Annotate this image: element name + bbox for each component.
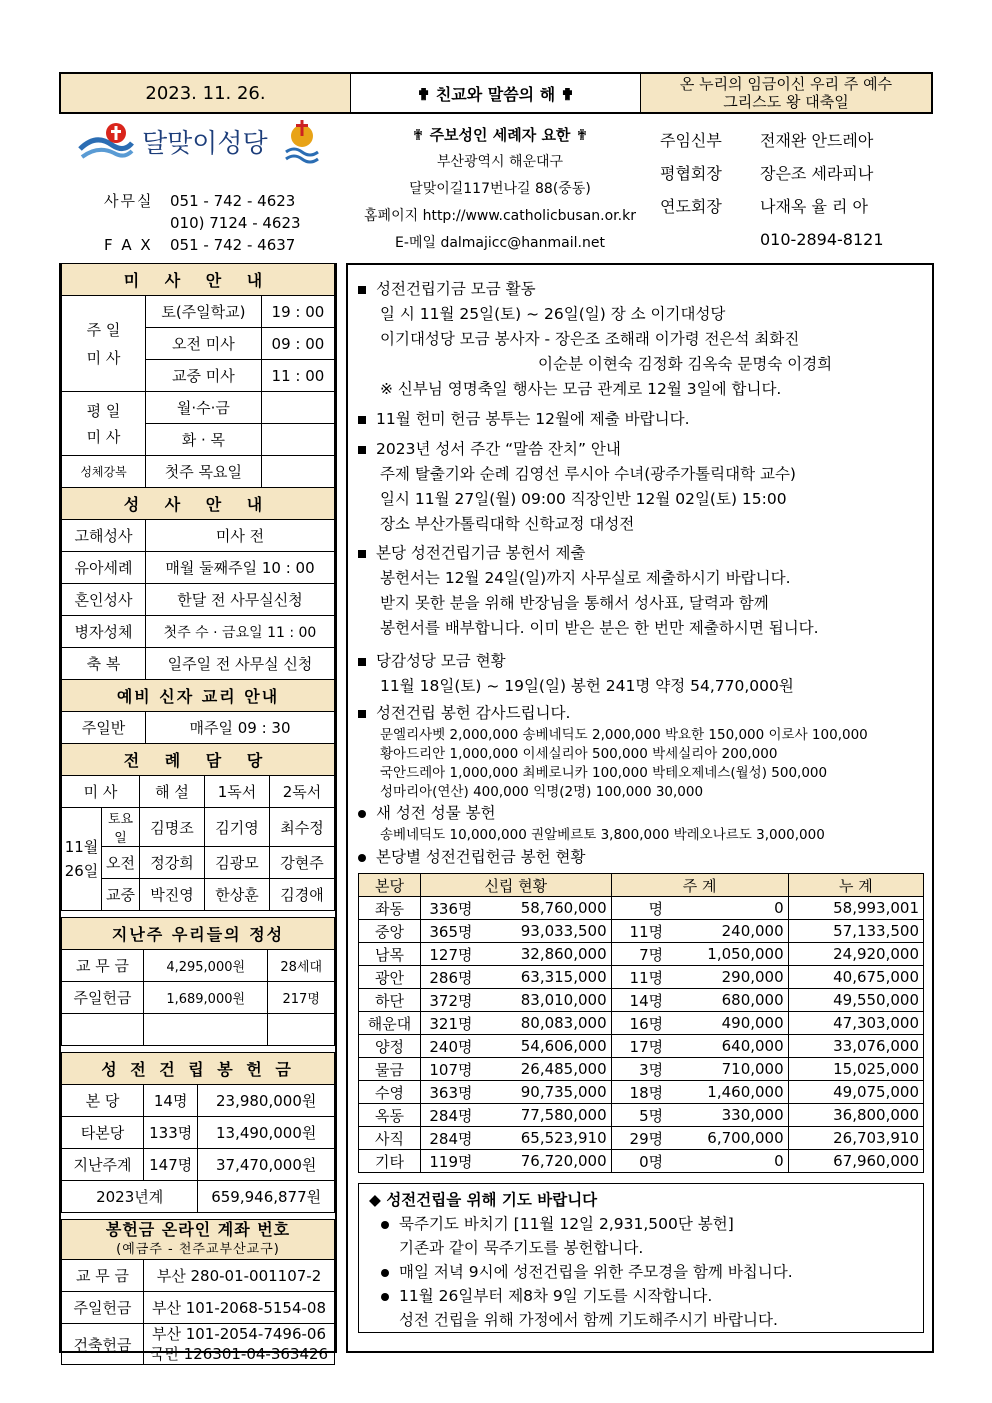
notice-envelope: 11월 헌미 헌금 봉투는 12월에 제출 바랍니다. [358, 407, 690, 432]
notice-parish-status: 본당별 성전건립헌금 봉헌 현황 [358, 845, 585, 870]
table-row: 광안 286명 63,315,000 11명 290,000 40,675,000 [359, 966, 924, 989]
account-table: 봉헌금 온라인 계좌 번호 (예금주 - 천주교부산교구) 교 무 금 부산 280-01-001107-2 주일헌금 부산 101-2068-5154-08 건축헌금 부산 101-2054-7496-06 국민 126301-04-363426 [61, 1219, 335, 1365]
offering-table: 지난주 우리들의 정성 교 무 금 4,295,000원 28세대 주일헌금 1,689,000원 217명 [61, 917, 335, 1046]
prayer-box: ◆ 성전건립을 위해 기도 바랍니다 묵주기도 바치기 [11월 12일 2,931,500단 봉헌] 기존과 같이 묵주기도를 봉헌합니다. 매일 저녁 9시에 성전건립을 위한 주모경을 함께 바칩니다. 11월 26일부터 제8차 9일 기도를 시작합니다. 성전 건립을 위해 가정에서 함께 기도해주시기 바랍니다. [358, 1183, 924, 1333]
parish-offering-table: 본당 신립 현황 주 계 누 계 좌동 336명 58,760,000 명 0 58,993,001 중앙 365명 93,033,500 11명 240,000 57,133,500 남목 127명 32,860,000 7명 1,050,000 24,920,000 광안 286명 63,315,000 11명 290,000 40,675,000 하단 372명 83,010,000 14명 680,000 49,550,000 해운대 321명 80,083,000 16명 490,000 47,303,000 양정 240명 54,606,000 17명 640,000 33,076,000 물금 107명 26,485,000 3명 710,000 15,025,000 수영 363명 90,735,000 18명 1,460,000 49,075,000 옥동 284명 77,580,000 5명 330,000 36,800,000 사직 284명 65,523,910 29명 6,700,000 26,703,910 기타 119명 76,720,000 0명 0 67,960,000 [358, 873, 924, 1173]
notice-bible-week: 2023년 성서 주간 “말씀 잔치” 안내 주제 탈출기와 순례 김영선 루시아 수녀(광주가톨릭대학 교수) 일시 11월 27일(월) 09:00 직장인반 12월 02일(토) 15:00 장소 부산가톨릭대학 신학교정 대성전 [358, 437, 796, 537]
year-theme: ✟ 친교와 말씀의 해 ✟ [351, 74, 641, 112]
table-row: 수영 363명 90,735,000 18명 1,460,000 49,075,000 [359, 1081, 924, 1104]
contact-info: 사무실 051 - 742 - 4623 010) 7124 - 4623 F A X 051 - 742 - 4637 [104, 192, 301, 254]
parish-name: 달맞이성당 [142, 128, 268, 159]
notice-pledge-form: 본당 성전건립기금 봉헌서 제출 봉헌서는 12월 24일(일)까지 사무실로 제출하시기 바랍니다. 받지 못한 분을 위해 반장님을 통해서 성사표, 달력과 함께 봉헌서를 배부합니다. 이미 받은 분은 한 번만 제출하시면 됩니다. [358, 541, 819, 641]
patron-info: ✟ 주보성인 세례자 요한 ✟ 부산광역시 해운대구 달맞이길117번나길 88(중동) 홈페이지 http://www.catholicbusan.or.kr E-메일 dalmajicc@hanmail.net [364, 126, 636, 251]
notice-column [346, 263, 934, 1353]
table-row: 해운대 321명 80,083,000 16명 490,000 47,303,000 [359, 1012, 924, 1035]
table-row: 사직 284명 65,523,910 29명 6,700,000 26,703,910 [359, 1127, 924, 1150]
table-row: 좌동 336명 58,760,000 명 0 58,993,001 [359, 897, 924, 920]
wave-logo-icon [78, 119, 134, 163]
table-row: 중앙 365명 93,033,500 11명 240,000 57,133,500 [359, 920, 924, 943]
liturgy-table: 전 례 담 당 미 사 해 설 1독서 2독서 11월 26일 토요일 김명조 김기영 최수정 오전 정강희 김광모 강현주 교중 박진영 한상훈 김경애 [61, 743, 335, 911]
header-bar [59, 72, 933, 114]
table-row: 남목 127명 32,860,000 7명 1,050,000 24,920,000 [359, 943, 924, 966]
table-row: 양정 240명 54,606,000 17명 640,000 33,076,000 [359, 1035, 924, 1058]
building-fund-table: 성 전 건 립 봉 헌 금 본 당 14명 23,980,000원 타본당 133명 13,490,000원 지난주계 147명 37,470,000원 2023년계 659,946,877원 [61, 1052, 335, 1213]
mass-table: 미 사 안 내 주 일 미 사 토(주일학교) 19 : 00 오전 미사 09 : 00 교중 미사 11 : 00 평 일 미 사 월·수·금 화 · 목 성체강복 첫주 목요일 성 사 안 내 고해성사 미사 전 유아세례 매월 둘째주일 10 : 00 혼인성사 한달 전 사무실신청 병자성체 첫주 수 · 금요일 11 : 00 축 복 일주일 전 사무실 신청 예비 신자 교리 안내 주일반 매주일 09 : 30 [61, 263, 335, 744]
notice-fundraising: 성전건립기금 모금 활동 일 시 11월 25일(토) ~ 26일(일) 장 소 이기대성당 이기대성당 모금 봉사자 - 장은조 조해래 이가령 전은석 최화진 이순분 이현숙 김정화 김옥숙 문명숙 이경희 ※ 신부님 영명축일 행사는 모금 관계로 12월 3일에 합니다. [358, 277, 832, 402]
table-row: 물금 107명 26,485,000 3명 710,000 15,025,000 [359, 1058, 924, 1081]
parish-logo [78, 118, 322, 164]
table-row: 하단 372명 83,010,000 14명 680,000 49,550,000 [359, 989, 924, 1012]
table-row: 기타 119명 76,720,000 0명 0 67,960,000 [359, 1150, 924, 1173]
table-row: 옥동 284명 77,580,000 5명 330,000 36,800,000 [359, 1104, 924, 1127]
staff-list: 주임신부 전재완 안드레아 평협회장 장은조 세라피나 연도회장 나재옥 율 리 아 010-2894-8121 [660, 131, 884, 249]
notice-thanks: 성전건립 봉헌 감사드립니다. 문엘리사벳 2,000,000 송베네딕도 2,000,000 박요한 150,000 이로사 100,000 황아드리안 1,000,000 이세실리아 500,000 박세실리아 200,000 국안드레아 1,000,000 최베로니카 100,000 박테오제네스(월성) 500,000 성마리아(연산) 400,000 익명(2명) 100,000 30,000 [358, 701, 868, 802]
parish-emblem-icon [282, 118, 322, 164]
feast-title: 온 누리의 임금이신 우리 주 예수 그리스도 왕 대축일 [641, 74, 931, 112]
bulletin-date: 2023. 11. 26. [61, 74, 351, 112]
notice-dangam: 당감성당 모금 현황 11월 18일(토) ~ 19일(일) 봉헌 241명 약정 54,770,000원 [358, 649, 794, 699]
notice-sacred-objects: 새 성전 성물 봉헌 송베네딕도 10,000,000 권알베르토 3,800,000 박레오나르도 3,000,000 [358, 801, 825, 845]
